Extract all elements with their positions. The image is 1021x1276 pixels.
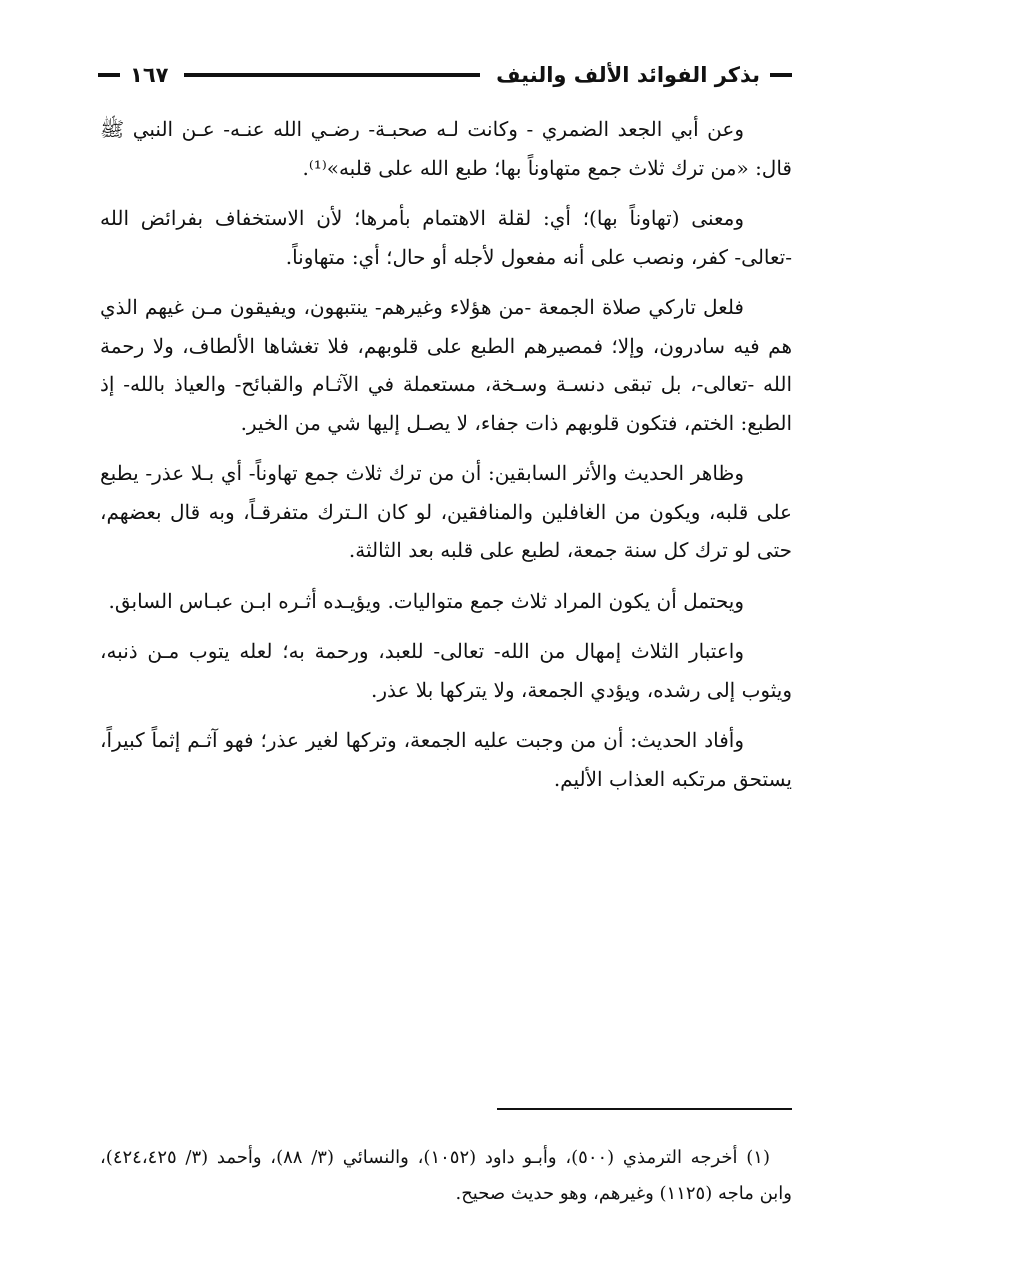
paragraph-3: فلعل تاركي صلاة الجمعة -من هؤلاء وغيرهم- ينتبهون، ويفيقون مـن غيهم الذي هم فيه سادرون، وإلا؛ فمصيرهم الطبع على قلوبهم، فلا تغشاها الألطاف، ولا رحمة الله -تعالى-، بل تبقى دنسـة وسـخة، مستعملة في الآثـام والقبائح- والعياذ بالله- إذ الطبع: الختم، فتكون قلوبهم ذات جفاء، لا يصـل إليها شي من الخير. [100,295,792,435]
footnotes [100,1140,792,1212]
header-rule [184,73,480,77]
main-text [100,110,792,810]
header-title: بذكر الفوائد الألف والنيف [496,63,760,87]
header-dash-right [770,73,792,77]
page-number: ١٦٧ [130,63,169,87]
paragraph-2: ومعنى (تهاوناً بها)؛ أي: لقلة الاهتمام بأمرها؛ لأن الاستخفاف بفرائض الله -تعالى- كفر، ونصب على أنه مفعول لأجله أو حال؛ أي: متهاوناً. [100,206,792,269]
footnote-separator [497,1108,792,1110]
paragraph-7: وأفاد الحديث: أن من وجبت عليه الجمعة، وتركها لغير عذر؛ فهو آثـم إثماً كبيراً، يستحق مرتكبه العذاب الأليم. [100,728,792,791]
paragraph-1: وعن أبي الجعد الضمري - وكانت لـه صحبـة- رضـي الله عنـه- عـن النبي ﷺ قال: «من ترك ثلاث جمع متهاوناً بها؛ طبع الله على قلبه»⁽¹⁾. [100,117,792,180]
footnote-1: (١) أخرجه الترمذي (٥٠٠)، وأبـو داود (١٠٥٢)، والنسائي (٣/ ٨٨)، وأحمد (٣/ ٤٢٤،٤٢٥)، وابن ماجه (١١٢٥) وغيرهم، وهو حديث صحيح. [100,1147,792,1204]
paragraph-5: ويحتمل أن يكون المراد ثلاث جمع متواليات. ويؤيـده أثـره ابـن عبـاس السابق. [108,588,744,613]
header-dash-left [98,73,120,77]
paragraph-4: وظاهر الحديث والأثر السابقين: أن من ترك ثلاث جمع تهاوناً- أي بـلا عذر- يطبع على قلبه، ويكون من الغافلين والمنافقين، لو كان الـترك متفرقـاً، وبه قال بعضهم، حتى لو ترك كل سنة جمعة، لطبع على قلبه بعد الثالثة. [100,461,792,562]
paragraph-6: واعتبار الثلاث إمهال من الله- تعالى- للعبد، ورحمة به؛ لعله يتوب مـن ذنبه، ويثوب إلى رشده، ويؤدي الجمعة، ولا يتركها بلا عذر. [100,639,792,702]
running-header [98,58,792,92]
